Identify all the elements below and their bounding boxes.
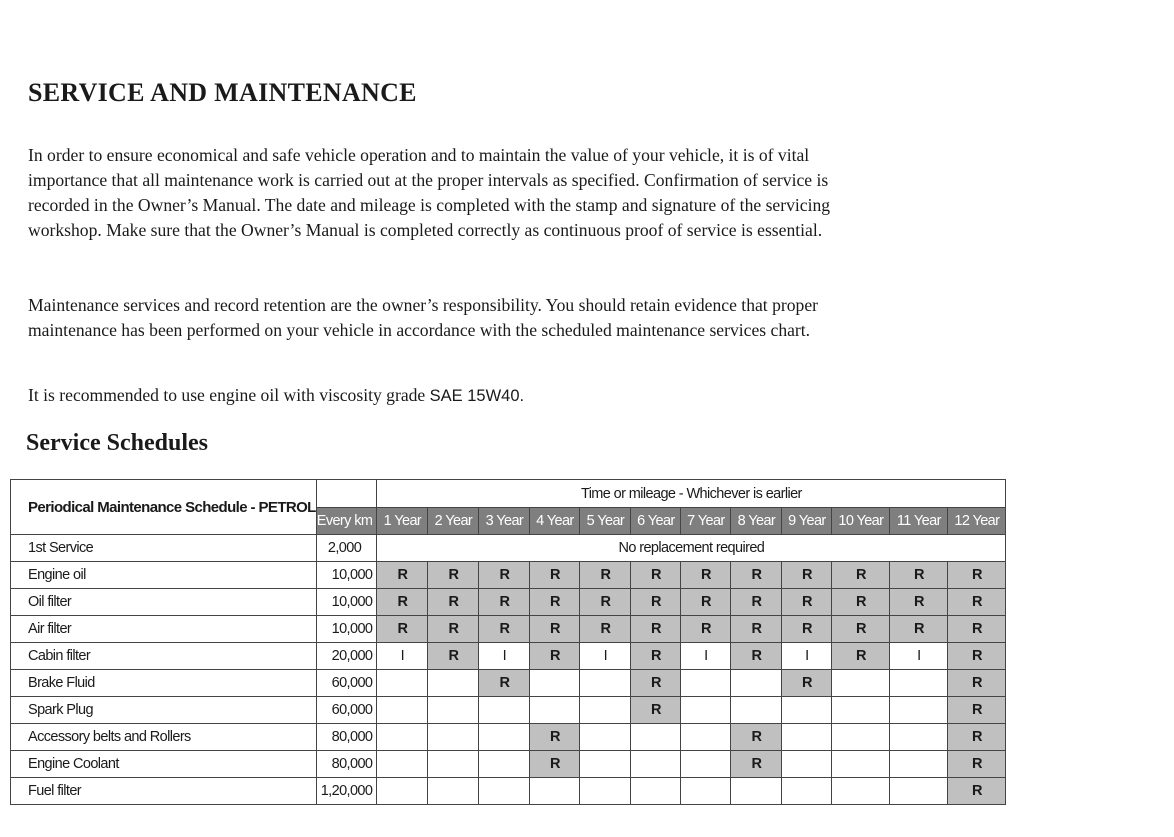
row-label: Engine oil [11, 562, 317, 589]
year-header: 6 Year [631, 508, 681, 535]
row-km: 10,000 [316, 562, 377, 589]
table-row [11, 562, 1006, 589]
table-row [11, 643, 1006, 670]
schedule-cell: R [948, 724, 1006, 751]
row-label: Accessory belts and Rollers [11, 724, 317, 751]
schedule-cell: R [530, 724, 580, 751]
schedule-cell [428, 724, 479, 751]
schedule-cell: R [530, 589, 580, 616]
schedule-cell: I [479, 643, 530, 670]
schedule-cell [479, 724, 530, 751]
schedule-cell: R [832, 616, 890, 643]
row-label: Oil filter [11, 589, 317, 616]
row-km: 80,000 [316, 724, 377, 751]
row-km: 60,000 [316, 697, 377, 724]
schedule-cell: R [948, 670, 1006, 697]
table-title: Periodical Maintenance Schedule - PETROL [11, 480, 317, 535]
schedule-cell [377, 724, 428, 751]
schedule-cell [681, 778, 731, 805]
schedule-cell: R [731, 751, 782, 778]
schedule-cell: R [948, 562, 1006, 589]
intro-paragraph: In order to ensure economical and safe vehicle operation and to maintain the value of your vehicle, it is of vital importance that all maintenance work is carried out at the proper intervals as specified. Confirmation of service is recorded in the Owner’s Manual. The date and mileage is completed with the stamp and signature of the servicing workshop. Make sure that the Owner’s Manual is completed correctly as continuous proof of service is essential. [28, 145, 831, 240]
schedule-cell: R [428, 589, 479, 616]
row-label: Engine Coolant [11, 751, 317, 778]
schedule-cell [782, 697, 832, 724]
schedule-cell: R [890, 616, 948, 643]
year-header: 4 Year [530, 508, 580, 535]
schedule-cell [631, 724, 681, 751]
schedule-cell [428, 670, 479, 697]
schedule-cell [731, 778, 782, 805]
schedule-cell [890, 670, 948, 697]
year-header: 1 Year [377, 508, 428, 535]
schedule-cell: R [428, 643, 479, 670]
row-km: 80,000 [316, 751, 377, 778]
schedule-cell [890, 724, 948, 751]
schedule-cell [832, 751, 890, 778]
schedule-cell [530, 670, 580, 697]
schedule-cell [782, 751, 832, 778]
schedule-cell: R [832, 589, 890, 616]
year-header: 7 Year [681, 508, 731, 535]
row-km: 60,000 [316, 670, 377, 697]
span-header: Time or mileage - Whichever is earlier [377, 480, 1006, 508]
schedule-cell: R [631, 697, 681, 724]
schedule-cell: R [731, 589, 782, 616]
table-row [11, 589, 1006, 616]
schedule-cell [377, 697, 428, 724]
year-header: 12 Year [948, 508, 1006, 535]
schedule-cell: R [782, 616, 832, 643]
schedule-cell: R [681, 562, 731, 589]
schedule-cell: R [948, 643, 1006, 670]
table-row [11, 778, 1006, 805]
schedule-cell: R [580, 616, 631, 643]
table-row [11, 697, 1006, 724]
year-header: 2 Year [428, 508, 479, 535]
schedule-cell [890, 697, 948, 724]
schedule-cell [530, 697, 580, 724]
schedule-cell [580, 778, 631, 805]
schedule-cell: R [731, 562, 782, 589]
schedule-cell: R [580, 589, 631, 616]
schedule-cell: R [782, 589, 832, 616]
schedule-cell: R [731, 616, 782, 643]
year-header: 8 Year [731, 508, 782, 535]
schedule-cell: R [948, 616, 1006, 643]
schedule-cell [782, 724, 832, 751]
row-label: Cabin filter [11, 643, 317, 670]
schedule-cell [580, 724, 631, 751]
schedule-cell [580, 670, 631, 697]
schedule-cell: R [631, 670, 681, 697]
schedule-cell [832, 778, 890, 805]
schedule-cell: R [428, 562, 479, 589]
schedule-cell [832, 697, 890, 724]
schedule-cell: R [948, 751, 1006, 778]
page-title: SERVICE AND MAINTENANCE [28, 78, 417, 107]
schedule-cell: R [890, 589, 948, 616]
row-km: 2,000 [316, 535, 377, 562]
schedule-cell: I [890, 643, 948, 670]
row-label: Spark Plug [11, 697, 317, 724]
schedule-cell: R [631, 643, 681, 670]
schedule-cell [428, 697, 479, 724]
row-km: 10,000 [316, 616, 377, 643]
schedule-cell: R [782, 670, 832, 697]
schedule-cell: R [681, 616, 731, 643]
schedule-cell [890, 778, 948, 805]
schedule-cell: R [631, 616, 681, 643]
schedule-cell [580, 697, 631, 724]
schedule-cell [890, 751, 948, 778]
schedule-cell: R [377, 589, 428, 616]
year-header: 5 Year [580, 508, 631, 535]
table-row [11, 616, 1006, 643]
row-km: 20,000 [316, 643, 377, 670]
schedule-cell [731, 697, 782, 724]
oil-recommendation-text: It is recommended to use engine oil with viscosity grade [28, 385, 430, 405]
first-service-note: No replacement required [377, 535, 1006, 562]
year-header: 11 Year [890, 508, 948, 535]
schedule-cell [377, 778, 428, 805]
schedule-cell [782, 778, 832, 805]
schedule-cell: R [479, 616, 530, 643]
row-label: Fuel filter [11, 778, 317, 805]
row-label: Brake Fluid [11, 670, 317, 697]
schedule-cell: R [479, 589, 530, 616]
km-header-blank [316, 480, 377, 508]
schedule-cell: I [580, 643, 631, 670]
schedule-cell [681, 697, 731, 724]
schedule-cell: R [731, 724, 782, 751]
schedule-cell [681, 751, 731, 778]
schedule-cell: R [530, 643, 580, 670]
schedule-cell: R [948, 589, 1006, 616]
schedule-cell: R [631, 562, 681, 589]
oil-recommendation [28, 383, 848, 409]
row-km: 10,000 [316, 589, 377, 616]
schedule-cell: R [681, 589, 731, 616]
schedule-cell: R [479, 670, 530, 697]
schedule-cell [631, 778, 681, 805]
schedule-cell: R [832, 562, 890, 589]
schedule-cell: R [428, 616, 479, 643]
schedule-cell: R [530, 751, 580, 778]
schedule-cell: R [479, 562, 530, 589]
schedule-cell: R [731, 643, 782, 670]
row-label: Air filter [11, 616, 317, 643]
schedule-cell [580, 751, 631, 778]
oil-grade: SAE 15W40. [429, 387, 525, 405]
schedule-cell [479, 778, 530, 805]
row-km: 1,20,000 [316, 778, 377, 805]
schedule-cell [479, 751, 530, 778]
year-header: 10 Year [832, 508, 890, 535]
schedule-cell [681, 670, 731, 697]
table-row [11, 670, 1006, 697]
schedule-cell: R [530, 562, 580, 589]
year-header: 9 Year [782, 508, 832, 535]
schedule-cell [479, 697, 530, 724]
year-header: 3 Year [479, 508, 530, 535]
schedule-cell [681, 724, 731, 751]
schedule-cell: R [580, 562, 631, 589]
schedule-cell: I [681, 643, 731, 670]
schedule-cell [631, 751, 681, 778]
schedule-cell: I [377, 643, 428, 670]
schedule-cell [832, 670, 890, 697]
km-header: Every km [316, 508, 377, 535]
section-subtitle: Service Schedules [26, 430, 208, 456]
schedule-cell [428, 751, 479, 778]
schedule-cell [832, 724, 890, 751]
schedule-cell [377, 751, 428, 778]
schedule-cell [377, 670, 428, 697]
schedule-cell: R [530, 616, 580, 643]
schedule-cell: R [890, 562, 948, 589]
schedule-cell: R [377, 562, 428, 589]
table-row [11, 751, 1006, 778]
schedule-cell: R [832, 643, 890, 670]
schedule-cell: R [948, 697, 1006, 724]
maintenance-schedule-table [10, 479, 1006, 805]
schedule-cell [731, 670, 782, 697]
schedule-cell: R [782, 562, 832, 589]
schedule-cell: R [377, 616, 428, 643]
schedule-cell [428, 778, 479, 805]
schedule-cell: I [782, 643, 832, 670]
responsibility-paragraph: Maintenance services and record retention are the owner’s responsibility. You should retain evidence that proper maintenance has been performed on your vehicle in accordance with the scheduled maintenance services chart. [28, 295, 818, 340]
schedule-cell: R [631, 589, 681, 616]
table-row [11, 724, 1006, 751]
schedule-cell [530, 778, 580, 805]
row-label: 1st Service [11, 535, 317, 562]
schedule-cell: R [948, 778, 1006, 805]
